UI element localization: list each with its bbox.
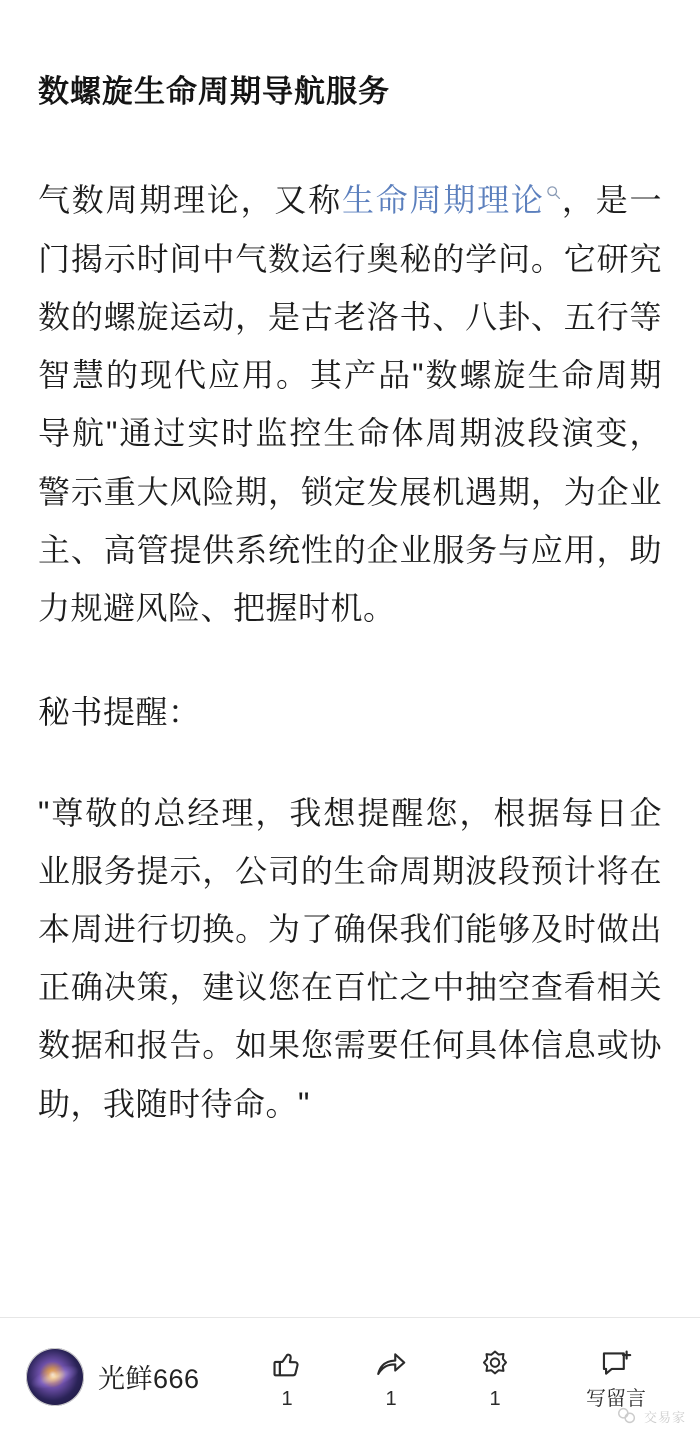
watermark-text: 交易家 (643, 1409, 686, 1425)
article-paragraph-reminder-heading: 秘书提醒： (38, 694, 201, 731)
paragraph-rest-text: ，是一门揭示时间中气数运行奥秘的学问。它研究数的螺旋运动，是古老洛书、八卦、五行等智慧的现代应用。其产品"数螺旋生命周期导航"通过实时监控生命体周期波段演变，警示重大风险期，锁定发展机遇期，为企业主、高管提供系统性的企业服务与应用，助力规避风险、把握时机。 (38, 182, 662, 627)
article-paragraph-reminder-body: "尊敬的总经理，我想提醒您，根据每日企业服务提示，公司的生命周期波段预计将在本周进行切换。为了确保我们能够及时做出正确决策，建议您在百忙之中抽空查看相关数据和报告。如果您需要任何具体信息或协助，我随时待命。" (38, 794, 662, 1122)
like-count: 1 (281, 1387, 293, 1410)
page-title: 数螺旋生命周期导航服务 (38, 74, 390, 109)
reward-diamond-icon (478, 1345, 512, 1383)
share-count: 1 (385, 1387, 397, 1410)
search-icon[interactable] (546, 185, 561, 200)
comment-plus-icon (599, 1345, 633, 1383)
share-button[interactable] (362, 1345, 420, 1409)
share-arrow-icon (374, 1345, 408, 1383)
comment-button[interactable] (570, 1345, 662, 1409)
author-block[interactable] (26, 1348, 200, 1406)
footer-action-bar (0, 1317, 700, 1435)
action-buttons (258, 1345, 670, 1409)
article-paragraph-intro (38, 171, 662, 637)
watermark (616, 1405, 686, 1427)
comment-label: 写留言 (586, 1387, 646, 1410)
life-cycle-theory-link[interactable]: 生命周期理论 (341, 182, 545, 219)
thumbs-up-icon (270, 1345, 304, 1383)
like-button[interactable] (258, 1345, 316, 1409)
reward-button[interactable] (466, 1345, 524, 1409)
avatar[interactable] (26, 1348, 84, 1406)
watermark-logo-icon (616, 1405, 638, 1427)
author-name[interactable]: 光鲜666 (98, 1364, 200, 1394)
reward-count: 1 (489, 1387, 501, 1410)
paragraph-lead-text: 气数周期理论，又称 (38, 182, 342, 219)
